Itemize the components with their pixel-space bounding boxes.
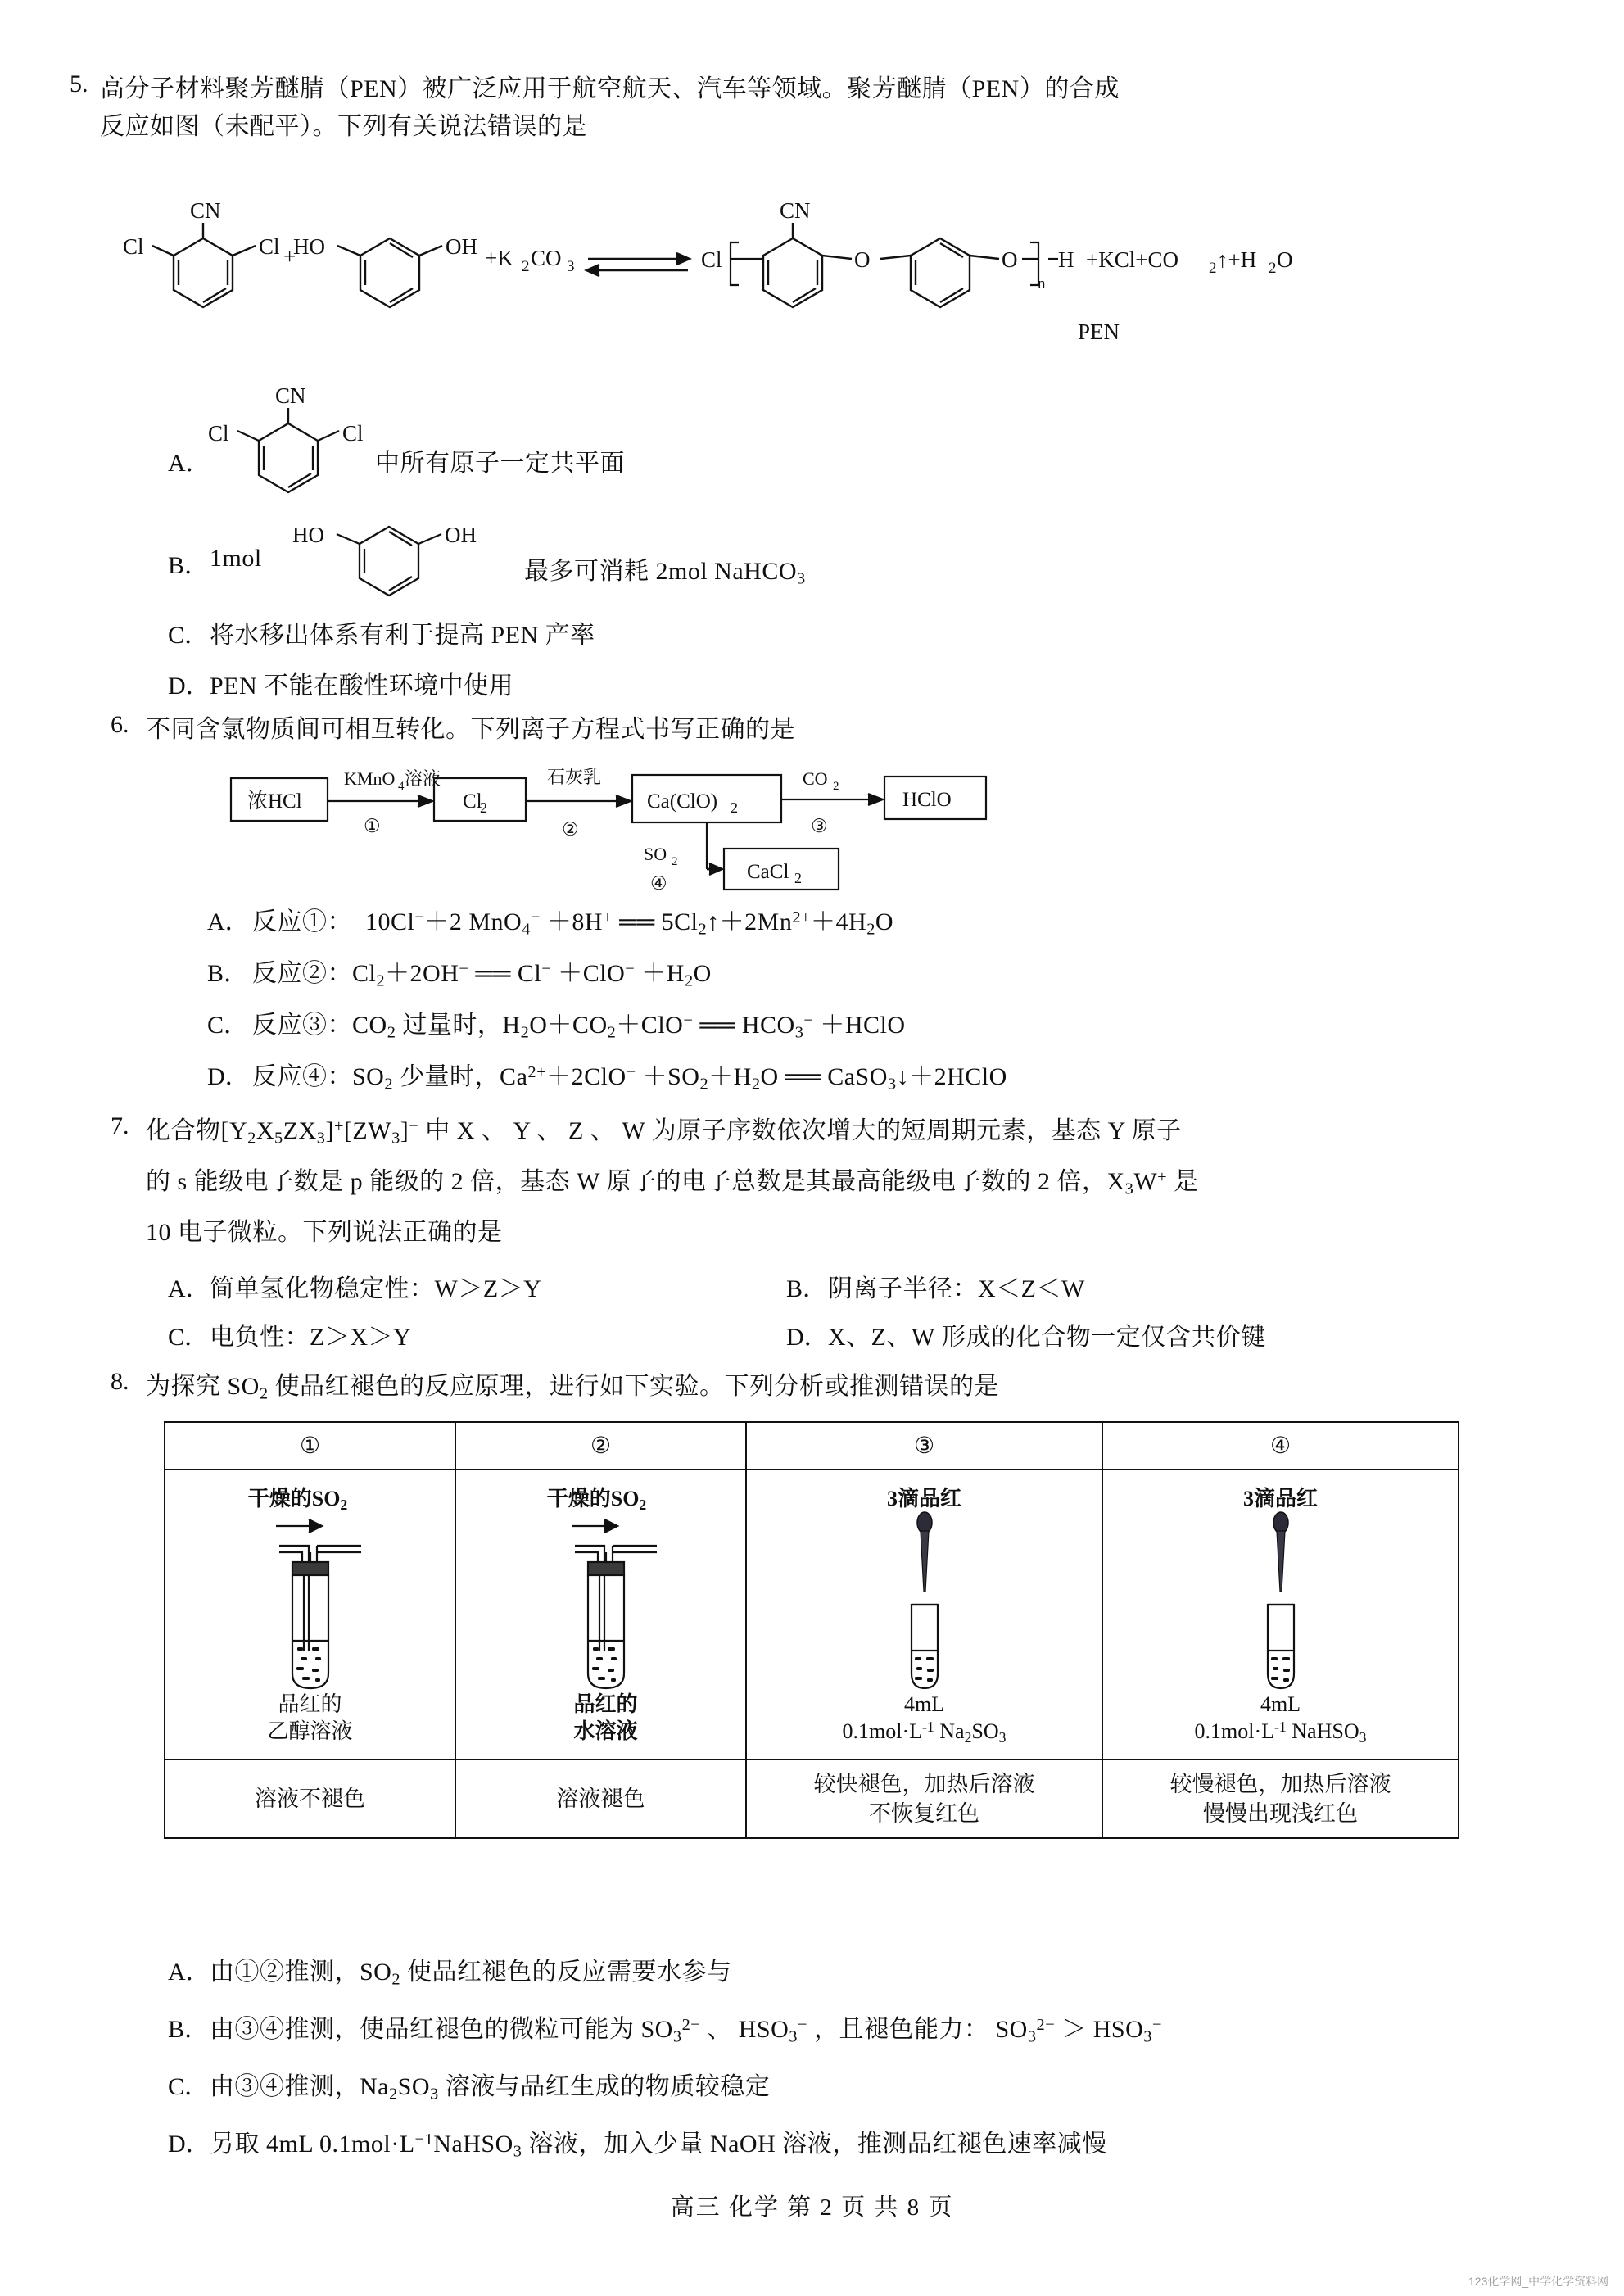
- svg-text:2: 2: [833, 780, 839, 793]
- exp-figure-2-bottom-label: 品红的 水溶液: [573, 1692, 638, 1743]
- exp-result-2: 溶液褪色: [455, 1759, 746, 1838]
- q5-option-c-label: C．: [168, 622, 210, 649]
- svg-text:2: 2: [480, 799, 487, 816]
- question-8-number: 8.: [111, 1368, 129, 1395]
- exp-figure-1-top-label: 干燥的$SO_2$: [247, 1487, 348, 1513]
- table-row-headers: [165, 1422, 1459, 1470]
- table-row-figures: [165, 1470, 1459, 1759]
- exp-result-1: 溶液不褪色: [165, 1759, 455, 1838]
- q7-option-c-text: 电负性：Z＞X＞Y: [210, 1324, 412, 1351]
- question-8-stem: 为探究 $SO_2$ 使品红褪色的反应原理，进行如下实验。下列分析或推测错误的是: [146, 1373, 1000, 1403]
- svg-text:②: ②: [562, 819, 579, 840]
- page-footer: 高三 化学 第 2 页 共 8 页: [670, 2194, 954, 2221]
- exp-figure-4-bottom-label: 4mL $0.1mol\cdot L^{-1}$ NaHSO$_3$: [1194, 1692, 1367, 1746]
- svg-text:2: 2: [672, 855, 678, 868]
- svg-text:CO: CO: [803, 768, 828, 789]
- q7-option-b-label: B．: [786, 1275, 828, 1302]
- svg-text:Cl: Cl: [342, 421, 364, 446]
- svg-text:PEN: PEN: [1078, 319, 1120, 344]
- gas-delivery-tube-icon: [567, 1513, 722, 1701]
- question-5-stem-line2: 反应如图（未配平）。下列有关说法错误的是: [100, 113, 587, 140]
- svg-text:HO: HO: [292, 523, 324, 547]
- q6-flow-diagram: [229, 760, 1147, 895]
- exp-result-3: 较快褪色，加热后溶液 不恢复红色: [746, 1759, 1102, 1838]
- q7-option-a-text: 简单氢化物稳定性：W＞Z＞Y: [210, 1275, 542, 1302]
- svg-text:溶液: 溶液: [405, 768, 441, 789]
- svg-text:OH: OH: [445, 523, 477, 547]
- svg-text:Cl: Cl: [123, 234, 144, 259]
- svg-text:+K: +K: [485, 246, 513, 270]
- question-6-stem: 不同含氯物质间可相互转化。下列离子方程式书写正确的是: [146, 716, 795, 743]
- q5-option-b-structure: [291, 516, 520, 610]
- svg-text:+KCl+CO: +KCl+CO: [1086, 247, 1178, 272]
- q7-option-a-label: A．: [168, 1275, 210, 1302]
- svg-text:Cl: Cl: [259, 234, 280, 259]
- exp-header-1: ①: [165, 1422, 455, 1470]
- question-5-stem-line1: 高分子材料聚芳醚腈（PEN）被广泛应用于航空航天、汽车等领域。聚芳醚腈（PEN）的合成: [100, 75, 1120, 102]
- q6-option-a-label: A．: [207, 908, 250, 935]
- gas-delivery-tube-icon: [271, 1513, 427, 1701]
- svg-text:KMnO: KMnO: [344, 768, 396, 789]
- svg-text:CaCl: CaCl: [747, 861, 789, 883]
- svg-text:石灰乳: 石灰乳: [547, 767, 602, 787]
- q7-option-c-label: C．: [168, 1324, 210, 1351]
- q5-option-b-prefix: 1mol: [210, 545, 262, 572]
- q6-option-b-label: B．: [207, 960, 249, 987]
- svg-text:CN: CN: [190, 198, 221, 223]
- exp-header-2: ②: [455, 1422, 746, 1470]
- exp-result-4: 较慢褪色，加热后溶液 慢慢出现浅红色: [1102, 1759, 1459, 1838]
- q5-option-a-text: 中所有原子一定共平面: [375, 450, 625, 477]
- site-watermark: 123化学网_中学化学资料网: [1468, 2275, 1609, 2288]
- question-7-number: 7.: [111, 1112, 129, 1139]
- q5-option-b-text: [524, 550, 806, 589]
- svg-text:HClO: HClO: [902, 789, 952, 811]
- q6-option-b-text: 反应②：$Cl_2+2OH^-$ ══ $Cl^- +ClO^- +H_2O$: [252, 959, 712, 990]
- svg-text:+: +: [283, 244, 296, 269]
- q8-option-d-text: 另取 4mL $0.1mol\cdot L^{-1}NaHSO_3$ 溶液，加入少量 NaOH 溶液，推测品红褪色速率减慢: [210, 2130, 1107, 2161]
- svg-text:2: 2: [1269, 260, 1277, 277]
- svg-text:O: O: [854, 247, 871, 272]
- question-7-stem-line1: 化合物$[Y_2X_5ZX_3]^+[ZW_3]^-$ 中 X 、 Y 、 Z 、 W 为原子序数依次增大的短周期元素，基态 Y 原子: [146, 1116, 1182, 1148]
- q7-option-b-text: 阴离子半径：X＜Z＜W: [828, 1275, 1085, 1302]
- q6-option-c-label: C．: [207, 1012, 249, 1039]
- q8-option-c-text: 由③④推测，$Na_2SO_3$ 溶液与品红生成的物质较稳定: [210, 2073, 771, 2104]
- svg-text:n: n: [1038, 275, 1046, 292]
- svg-text:HO: HO: [293, 234, 325, 259]
- exp-figure-4: [1102, 1470, 1459, 1759]
- svg-text:CO: CO: [531, 246, 562, 270]
- exp-figure-3: [746, 1470, 1102, 1759]
- q8-option-b-text: 由③④推测，使品红褪色的微粒可能为 $SO_3^{2-}$ 、 $HSO_3^-$ ，且褪色能力： $SO_3^{2-} > HSO_3^-$: [210, 2015, 1162, 2046]
- dropper-and-tube-icon: [1260, 1513, 1350, 1701]
- q7-option-d-text: X、Z、W 形成的化合物一定仅含共价键: [828, 1324, 1266, 1351]
- exp-figure-2-top-label: 干燥的$SO_2$: [546, 1487, 647, 1513]
- svg-text:2: 2: [731, 799, 738, 816]
- svg-text:O: O: [1002, 247, 1018, 272]
- q5-option-a-label: A．: [168, 450, 210, 477]
- svg-text:OH: OH: [446, 234, 477, 259]
- svg-text:①: ①: [364, 816, 381, 836]
- q8-option-d-label: D．: [168, 2131, 210, 2158]
- svg-text:↑+H: ↑+H: [1217, 247, 1257, 272]
- svg-text:2: 2: [794, 870, 802, 886]
- question-5-number: 5.: [70, 70, 88, 97]
- q6-option-d-text: 反应④：$SO_2$ 少量时，$Ca^{2+}+2ClO^- +SO_2+H_2O$ ══ CaSO$_3$↓＋2HClO: [252, 1062, 1007, 1094]
- exp-figure-3-bottom-label: 4mL $0.1mol\cdot L^{-1}$ $Na_2SO_3$: [842, 1692, 1007, 1746]
- q5-option-b-text-inner: 最多可消耗 2mol NaHCO$_3$: [524, 558, 806, 588]
- q6-option-d-label: D．: [207, 1063, 250, 1090]
- q5-option-d-label: D．: [168, 672, 210, 700]
- exp-figure-3-top-label: 3滴品红: [886, 1487, 961, 1510]
- q8-experiment-table: [164, 1421, 1459, 1839]
- svg-text:Cl: Cl: [208, 421, 229, 446]
- dropper-and-tube-icon: [903, 1513, 993, 1701]
- svg-text:Ca(ClO): Ca(ClO): [647, 790, 718, 813]
- q6-option-c-text: 反应③：$CO_2$ 过量时，$H_2O+CO_2+ClO^-$ ══ $HCO_3^-$ ＋HClO: [252, 1011, 906, 1042]
- q5-option-d-text: PEN 不能在酸性环境中使用: [210, 672, 514, 700]
- q6-option-a-text: 反应①： 10Cl−＋2 MnO$_4$− ＋8H+ ══ $5Cl_2↑+2Mn^{2+}+4H_2O$: [252, 908, 894, 939]
- svg-text:SO: SO: [644, 844, 667, 864]
- svg-text:浓HCl: 浓HCl: [247, 790, 302, 813]
- question-7-stem-line3: 10 电子微粒。下列说法正确的是: [146, 1219, 503, 1246]
- q5-option-a-structure: [205, 383, 401, 504]
- svg-text:③: ③: [811, 816, 828, 836]
- question-7-stem-line2: 的 s 能级电子数是 p 能级的 2 倍，基态 W 原子的电子总数是其最高能级电子数的 2 倍，$X_3W^+$ 是: [146, 1167, 1199, 1198]
- q5-option-c-text: 将水移出体系有利于提高 PEN 产率: [210, 622, 595, 649]
- q5-option-b-label: B．: [168, 552, 210, 579]
- exp-header-4: ④: [1102, 1422, 1459, 1470]
- exp-header-3: ③: [746, 1422, 1102, 1470]
- svg-text:O: O: [1277, 247, 1293, 272]
- exp-figure-1: [165, 1470, 455, 1759]
- q5-reaction-scheme: [115, 198, 1540, 356]
- svg-text:④: ④: [650, 873, 667, 894]
- table-row-results: [165, 1759, 1459, 1838]
- q8-option-a-label: A．: [168, 1959, 210, 1986]
- svg-text:4: 4: [398, 780, 405, 793]
- exp-figure-4-top-label: 3滴品红: [1242, 1487, 1318, 1510]
- svg-text:3: 3: [567, 258, 575, 275]
- q8-option-b-label: B．: [168, 2016, 210, 2043]
- svg-text:Cl: Cl: [701, 247, 722, 272]
- q7-option-d-label: D．: [786, 1324, 829, 1351]
- exp-figure-1-bottom-label: 品红的 乙醇溶液: [267, 1692, 353, 1743]
- svg-text:Cl: Cl: [463, 790, 482, 813]
- svg-text:2: 2: [1209, 260, 1217, 277]
- question-6-number: 6.: [111, 711, 129, 738]
- exp-figure-2: [455, 1470, 746, 1759]
- svg-text:CN: CN: [275, 383, 306, 408]
- svg-text:H: H: [1058, 247, 1074, 272]
- svg-text:CN: CN: [780, 198, 811, 223]
- q8-option-c-label: C．: [168, 2073, 210, 2100]
- q8-option-a-text: 由①②推测，$SO_2$ 使品红褪色的反应需要水参与: [210, 1959, 732, 1989]
- svg-text:2: 2: [522, 258, 530, 275]
